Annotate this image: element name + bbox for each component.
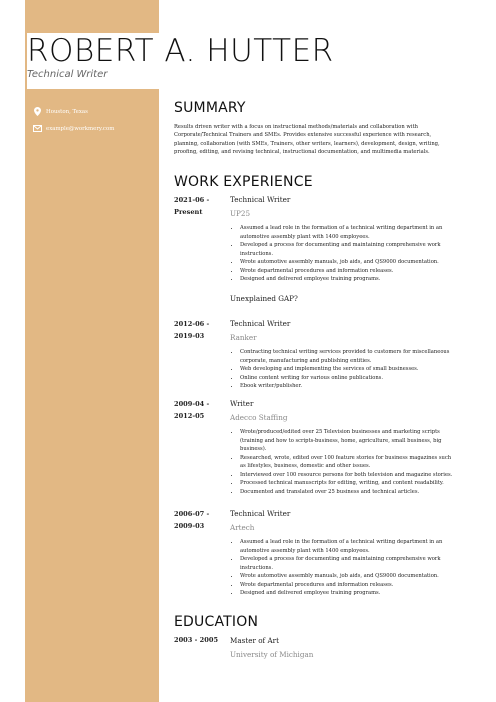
job-entry (230, 194, 478, 284)
job-bullet: • Assumed a lead role in the formation of a technical writing department in an automotive assembly plant with 1400 employees. (240, 538, 478, 555)
sidebar (25, 0, 159, 702)
job-bullets (230, 428, 478, 496)
location-text: Houston, Texas (46, 108, 88, 115)
education-date: 2003 - 2005 (174, 636, 219, 644)
contact-location (33, 107, 88, 116)
job-date (174, 398, 226, 422)
job-bullet: • Contracting technical writing services provided to customers for miscellaneous corporate, manufacturing and publishing entities. (240, 348, 478, 365)
job-company: UP25 (230, 209, 251, 218)
job-company: Ranker (230, 333, 257, 342)
candidate-name: ROBERT A. HUTTER (27, 33, 334, 69)
job-bullet: • Wrote automotive assembly manuals, job aids, and QS9000 documentation. (240, 572, 478, 581)
job-company: Artech (230, 523, 255, 532)
job-date (174, 318, 226, 342)
job-date-start: 2021-06 - (174, 196, 210, 204)
job-bullet: • Wrote/produced/edited over 25 Television businesses and marketing scripts (training and how to scripts-business, home, agriculture, small business, big business). (240, 428, 478, 454)
job-bullet: • Wrote automotive assembly manuals, job aids, and QS9000 documentation. (240, 258, 478, 267)
job-date-end: 2009-03 (174, 522, 205, 530)
summary-line: Results driven writer with a focus on instructional methods/materials and collaboration with (174, 124, 418, 130)
job-bullet: • Developed a process for documenting and maintaining comprehensive work instructions. (240, 241, 478, 258)
summary-line: Corporate/Technical Trainers and SMEs. Provides extensive successful experience with research, (174, 132, 432, 139)
email-text[interactable]: example@workmery.com (46, 125, 115, 132)
location-pin-icon (33, 107, 42, 116)
job-date-start: 2012-06 - (174, 320, 210, 328)
education-degree: Master of Art (230, 636, 279, 645)
job-date (174, 194, 226, 218)
job-title: Writer (230, 399, 254, 408)
job-bullets (230, 538, 478, 598)
job-bullet: • Documented and translated over 25 business and technical articles. (240, 488, 478, 497)
job-bullet: • Researched, wrote, edited over 100 feature stories for business magazines such as lifestyles, business, domestic and other issues. (240, 454, 478, 471)
job-bullet: • Processed technical manuscripts for editing, writing, and content readability. (240, 479, 478, 488)
job-entry (230, 508, 478, 598)
job-bullets (230, 224, 478, 284)
job-title: Technical Writer (230, 319, 291, 328)
envelope-icon (33, 124, 42, 133)
job-bullet: • Online content writing for various online publications. (240, 374, 478, 383)
job-bullet: • Designed and delivered employee training programs. (240, 589, 478, 598)
job-bullet: • Assumed a lead role in the formation of a technical writing department in an automotive assembly plant with 1400 employees. (240, 224, 478, 241)
resume-header (27, 33, 486, 89)
job-bullet: • Web developing and implementing the services of small businesses. (240, 365, 478, 374)
job-bullet: • Designed and delivered employee training programs. (240, 275, 478, 284)
job-date-start: 2006-07 - (174, 510, 210, 518)
job-date-start: 2009-04 - (174, 400, 210, 408)
summary-line: planning, collaboration (with SMEs, Trainers, other writers, learners), development, design, writing, (174, 140, 440, 147)
summary-text (174, 123, 470, 157)
job-bullet: • Developed a process for documenting and maintaining comprehensive work instructions. (240, 555, 478, 572)
job-date-end: 2019-03 (174, 332, 205, 340)
job-entry (230, 398, 478, 496)
job-date-end: 2012-05 (174, 412, 205, 420)
experience-heading: WORK EXPERIENCE (174, 174, 313, 190)
job-title: Technical Writer (230, 509, 291, 518)
education-heading: EDUCATION (174, 614, 259, 630)
job-company: Adecco Staffing (230, 413, 288, 422)
job-bullet: • Ebook writer/publisher. (240, 382, 478, 391)
summary-heading: SUMMARY (174, 100, 246, 116)
summary-line: proofing, editing, and revising technical, instructional documentation, and multimedia materials. (174, 149, 430, 156)
job-bullets (230, 348, 478, 391)
contact-email[interactable] (33, 124, 114, 133)
job-date-end: Present (174, 208, 203, 216)
job-bullet: • Wrote departmental procedures and information releases. (240, 581, 478, 590)
job-date (174, 508, 226, 532)
candidate-title: Technical Writer (27, 69, 108, 80)
job-bullet: • Interviewed over 100 resource persons for both television and magazine stories. (240, 471, 478, 480)
job-title: Technical Writer (230, 195, 291, 204)
gap-note: Unexplained GAP? (230, 294, 298, 303)
job-entry (230, 318, 478, 391)
education-school: University of Michigan (230, 650, 314, 659)
job-bullet: • Wrote departmental procedures and information releases. (240, 267, 478, 276)
